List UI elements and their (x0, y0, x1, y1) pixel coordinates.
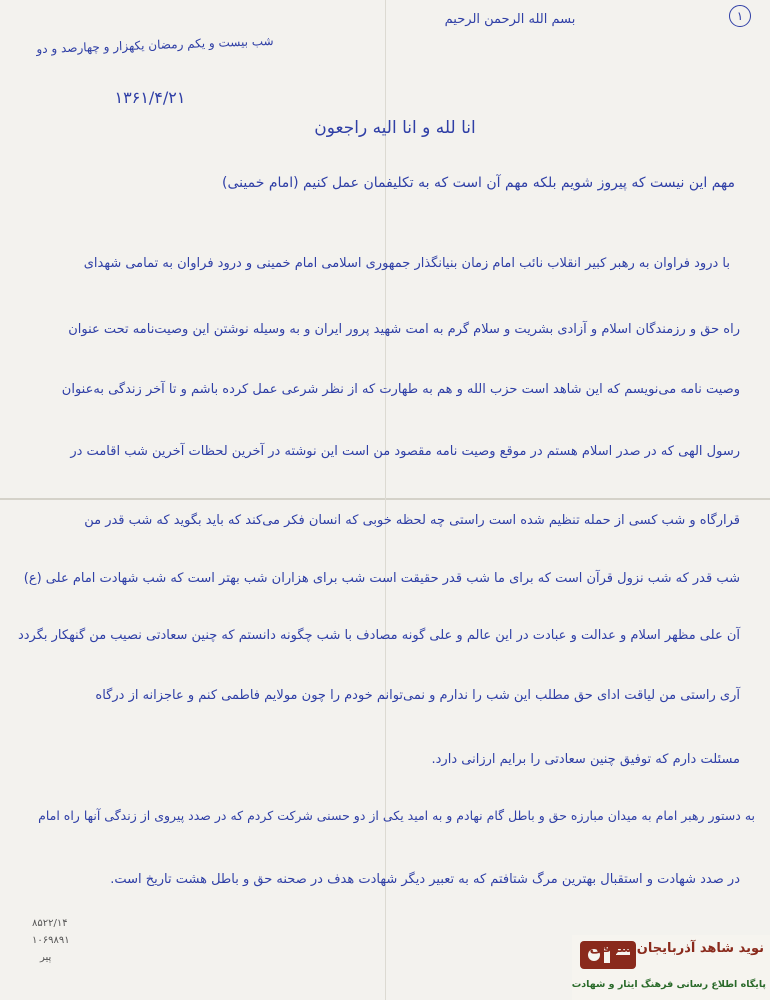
letter-line: آری راستی من لیاقت ادای حق مطلب این شب را ندارم و نمی‌توانم خودم را چون مولایم فاطمی کنم و عاجزانه از درگاه (95, 688, 740, 703)
watermark-title: نوید شاهد آذربایجان شرقی (589, 941, 764, 956)
letter-line: در صدد شهادت و استقبال بهترین مرگ شتافتم که به تعبیر دیگر شهادت هدف در صحنه حق و باطل هشت تاریخ است. (110, 872, 740, 887)
letter-date: ۱۳۶۱/۴/۲۱ (114, 88, 186, 107)
letter-line: وصیت نامه می‌نویسم که این شاهد است حزب الله و هم به طهارت که از نظر شرعی عمل کرده باشم و تا آخر زندگی به‌عنوان (61, 382, 740, 397)
letter-line: با درود فراوان به رهبر کبیر انقلاب نائب امام زمان بنیانگذار جمهوری اسلامی امام خمینی و درود فراوان به تمامی شهدای (83, 256, 730, 271)
bismillah-header: بسم الله الرحمن الرحیم (444, 12, 576, 27)
letter-line: شب قدر که شب نزول قرآن است که برای ما شب قدر حقیقت است شب برای هزاران شب بهتر است که شب شهادت امام علی (ع) (23, 571, 740, 586)
header-date-text: شب بیست و یکم رمضان یکهزار و چهارصد و دو (36, 33, 274, 57)
watermark-subtitle: پایگاه اطلاع رسانی فرهنگ ایثار و شهادت (571, 979, 766, 990)
letter-line: مهم این نیست که پیروز شویم بلکه مهم آن است که به تکلیفمان عمل کنیم (امام خمینی) (222, 175, 735, 191)
letter-line: قرارگاه و شب کسی از حمله تنظیم شده است راستی چه لحظه خوبی که انسان فکر می‌کند که باید بگوید که شب قدر من (84, 513, 740, 528)
watermark-logo (572, 935, 770, 1000)
archive-note: ۱۰۶۹۸۹۱ (32, 935, 70, 946)
letter-line: آن علی مظهر اسلام و عدالت و عبادت در این عالم و علی گونه مصادف با شب چگونه دانستم که چنین سعادتی نصیب من گنهکار بگردد (17, 628, 740, 643)
letter-line: راه حق و رزمندگان اسلام و آزادی بشریت و سلام گرم به امت شهید پرور ایران و به وسیله نوشتن این وصیت‌نامه تحت عنوان (68, 322, 740, 337)
letter-line: به دستور رهبر امام به میدان مبارزه حق و باطل گام نهادم و به امید یکی از دو حسنی شرکت کردم که در صدد پیروی از زندگی آنها راه امام (38, 808, 755, 823)
archive-note: پیر (40, 952, 52, 963)
page-number: ١ (729, 5, 751, 27)
quranic-verse: انا لله و انا الیه راجعون (314, 118, 476, 138)
letter-line: مسئلت دارم که توفیق چنین سعادتی را برایم ارزانی دارد. (431, 752, 740, 767)
paper-fold-vertical (385, 0, 386, 1000)
letter-line: رسول الهی که در صدر اسلام هستم در موقع وصیت نامه مقصود من است این نوشته در آخرین لحظات آخرین شب اقامت در (70, 444, 740, 459)
archive-note: ۸۵۲۲/۱۴ (32, 918, 68, 929)
